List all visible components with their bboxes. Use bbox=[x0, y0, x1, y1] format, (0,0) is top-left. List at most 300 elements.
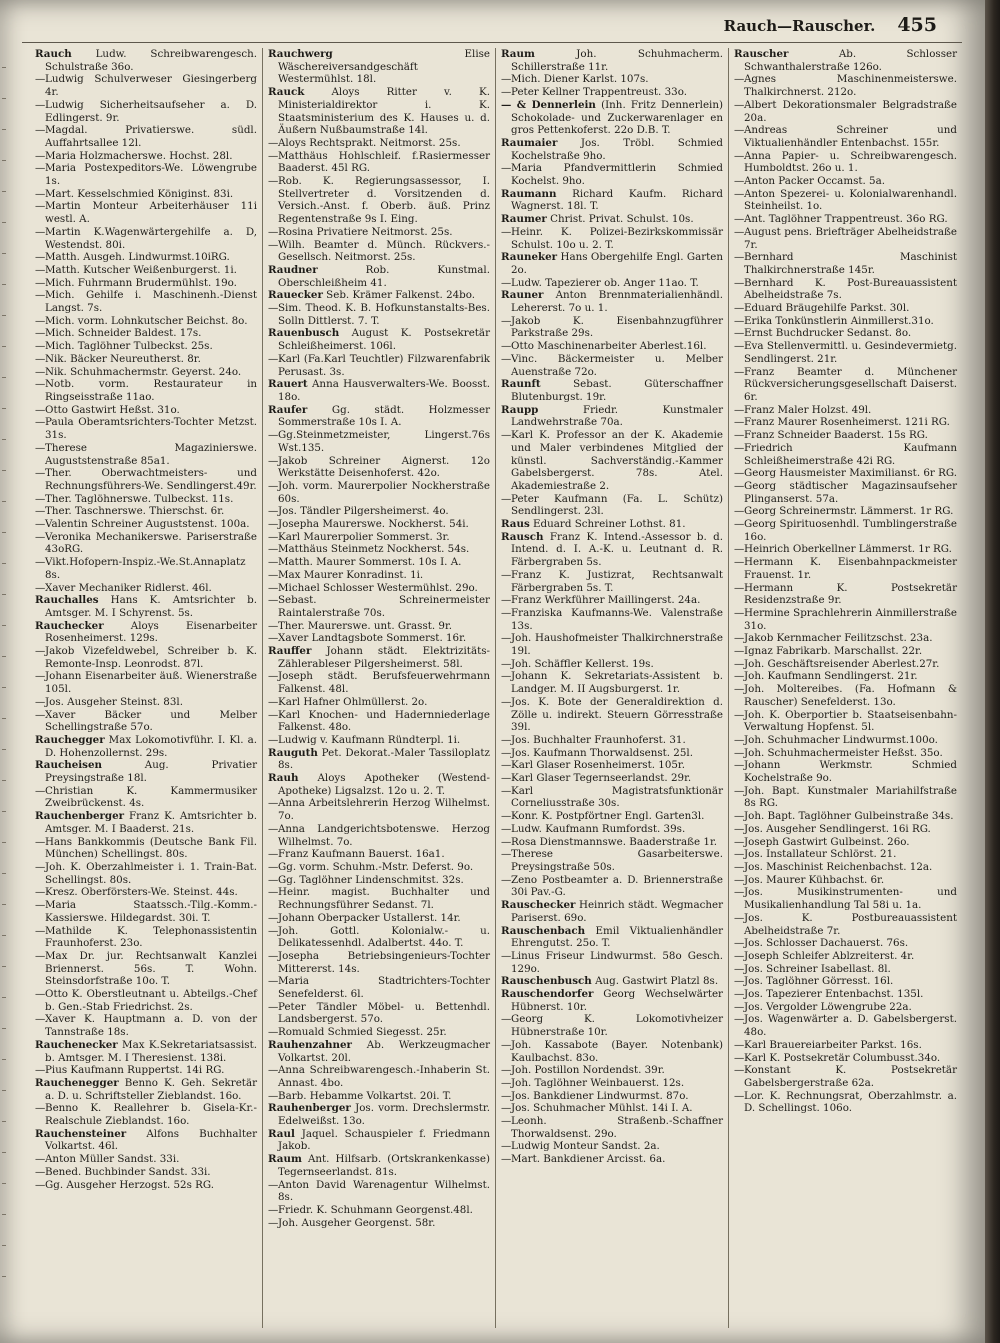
ditto-dash: — bbox=[35, 378, 46, 391]
ditto-dash: — bbox=[268, 543, 279, 556]
directory-entry bbox=[35, 289, 257, 314]
entry-text: Mart. Bankdiener Arcisst. 6a. bbox=[511, 1153, 666, 1166]
entry-text: Joh. Haushofmeister Thalkirchnerstraße 19l. bbox=[511, 632, 723, 658]
ditto-dash: — bbox=[268, 670, 279, 683]
entry-surname: Rauschenbach bbox=[501, 924, 586, 937]
directory-entry bbox=[734, 213, 957, 226]
ditto-dash: — bbox=[734, 1051, 745, 1064]
entry-text: Ther. Taglöhnerswe. Tulbeckst. 11s. bbox=[45, 492, 234, 505]
ditto-dash: — bbox=[734, 327, 745, 340]
directory-entry bbox=[734, 836, 957, 849]
entry-text: Matthäus Hohlschleif. f.Rasiermesser Baaderst. 45l RG. bbox=[278, 149, 490, 175]
entry-surname: Rauchenberger bbox=[35, 810, 125, 823]
entry-text: Otto Gastwirt Heßst. 31o. bbox=[45, 403, 180, 416]
ditto-dash: — bbox=[734, 340, 745, 353]
entry-text: Ludw. Tapezierer ob. Anger 11ao. T. bbox=[511, 276, 699, 289]
entry-text: Joh. Schuhmachermeister Heßst. 35o. bbox=[744, 746, 943, 759]
directory-entry bbox=[501, 823, 723, 836]
entry-text: Anton Brennmaterialienhändl. Lehererst. 7o u. 1. bbox=[511, 289, 723, 315]
ditto-dash: — bbox=[501, 733, 512, 746]
margin-tick bbox=[2, 1183, 6, 1184]
entry-text: Vinc. Bäckermeister u. Melber Auenstraße 72o. bbox=[511, 352, 723, 378]
margin-tick bbox=[2, 470, 6, 471]
entry-text: Sim. Theod. K. B. Hofkunstanstalts-Bes. Solln Dittlerst. 7. T. bbox=[278, 302, 490, 327]
entry-text: Vikt.Hofopern-Inspiz.-We.St.Annaplatz 8s. bbox=[45, 556, 246, 581]
ditto-dash: — bbox=[734, 505, 745, 518]
ditto-dash: — bbox=[501, 1038, 512, 1051]
ditto-dash: — bbox=[501, 657, 512, 670]
entry-text: Mart. Kesselschmied Königinst. 83i. bbox=[45, 187, 234, 200]
entry-text: Ludwig v. Kaufmann Ründterpl. 1i. bbox=[278, 733, 461, 746]
entry-text: Franz Schneider Baaderst. 15s RG. bbox=[744, 429, 928, 442]
ditto-dash: — bbox=[734, 962, 745, 975]
directory-entry bbox=[268, 1026, 490, 1039]
entry-text: Xaver Landtagsbote Sommerst. 16r. bbox=[278, 632, 467, 645]
entry-text: Joh. vorm. Maurerpolier Nockherstraße 60s. bbox=[278, 479, 490, 505]
entry-text: Maria Holzmacherswe. Hochst. 28l. bbox=[45, 149, 233, 162]
ditto-dash: — bbox=[35, 314, 46, 327]
ditto-dash: — bbox=[35, 276, 46, 289]
entry-text: Joh. Bapt. Taglöhner Gulbeinstraße 34s. bbox=[744, 810, 954, 823]
directory-entry bbox=[268, 556, 490, 569]
directory-entry bbox=[35, 785, 257, 810]
entry-surname: Rauschendorfer bbox=[501, 988, 594, 1001]
margin-tick bbox=[2, 315, 6, 316]
ditto-dash: — bbox=[35, 327, 46, 340]
entry-text: Eva Stellenvermittl. u. Gesindevermietg. Sendlingerst. 21r. bbox=[744, 340, 957, 365]
directory-entry bbox=[35, 899, 257, 924]
ditto-dash: — bbox=[268, 695, 279, 708]
ditto-dash: — bbox=[268, 530, 279, 543]
directory-entry bbox=[501, 315, 723, 340]
entry-surname: Rauert bbox=[268, 378, 308, 391]
entry-text: Jakob Kernmacher Feilitzschst. 23a. bbox=[744, 632, 933, 645]
directory-entry bbox=[734, 543, 957, 556]
entry-text: Friedr. K. Schuhmann Georgenst.48l. bbox=[278, 1203, 473, 1216]
entry-text: Andreas Schreiner und Viktualienhändler Entenbachst. 155r. bbox=[744, 124, 957, 149]
margin-tick bbox=[2, 1090, 6, 1091]
ditto-dash: — bbox=[734, 835, 745, 848]
ditto-dash: — bbox=[501, 822, 512, 835]
directory-entry bbox=[734, 366, 957, 404]
entry-surname: Rauchecker bbox=[35, 619, 104, 632]
directory-entry bbox=[734, 963, 957, 976]
entry-text: Anna Hausverwalters-We. Boosst. 18o. bbox=[278, 378, 490, 403]
ditto-dash: — bbox=[501, 810, 512, 823]
entry-text: Jos. Musikinstrumenten- und Musikalienhandlung Tal 58i u. 1a. bbox=[744, 886, 957, 912]
margin-tick bbox=[2, 997, 6, 998]
margin-tick bbox=[2, 191, 6, 192]
entry-text: Franziska Kaufmanns-We. Valenstraße 13s. bbox=[511, 606, 723, 632]
margin-tick bbox=[2, 1214, 6, 1215]
directory-entry bbox=[501, 162, 723, 187]
entry-text: Jos. vorm. Drechslermstr. Edelweißst. 13o. bbox=[278, 1102, 490, 1128]
entry-surname: Raudner bbox=[268, 263, 318, 276]
directory-entry bbox=[734, 823, 957, 836]
directory-entry bbox=[35, 353, 257, 366]
directory-entry bbox=[501, 607, 723, 632]
ditto-dash: — bbox=[734, 911, 745, 924]
ditto-dash: — bbox=[35, 835, 46, 848]
ditto-dash: — bbox=[734, 429, 745, 442]
entry-text: Bernhard K. Post-Bureauassistent Abelheidstraße 7s. bbox=[744, 276, 957, 302]
directory-entry bbox=[35, 226, 257, 251]
entry-text: Ludwig Schulverweser Giesingerberg 4r. bbox=[45, 73, 257, 99]
ditto-dash: — bbox=[35, 861, 46, 873]
directory-entry bbox=[268, 455, 490, 480]
directory-entry bbox=[734, 1001, 957, 1014]
entry-text: Peter Kellner Trappentreust. 33o. bbox=[511, 86, 687, 99]
directory-entry bbox=[734, 1013, 957, 1038]
entry-text: Gg. vorm. Schuhm.-Mstr. Deferst. 9o. bbox=[278, 861, 474, 873]
ditto-dash: — bbox=[35, 200, 46, 213]
entry-text: Jos. Tapezierer Entenbachst. 135l. bbox=[744, 988, 924, 1001]
ditto-dash: — bbox=[734, 861, 745, 873]
ditto-dash: — bbox=[501, 835, 512, 848]
directory-entry bbox=[268, 912, 490, 925]
entry-text: Xaver K. Hauptmann a. D. von der Tannstraße 18s. bbox=[45, 1013, 257, 1039]
directory-entry bbox=[268, 1090, 490, 1103]
ditto-dash: — bbox=[35, 708, 46, 721]
directory-entry bbox=[501, 810, 723, 823]
page-header bbox=[724, 14, 937, 36]
entry-text: Barb. Hebamme Volkartst. 20i. T. bbox=[278, 1089, 452, 1102]
directory-entry bbox=[734, 99, 957, 124]
directory-entry bbox=[501, 1064, 723, 1077]
entry-text: Anton David Warenagentur Wilhelmst. 8s. bbox=[278, 1178, 490, 1204]
entry-text: Georg Wechselwärter Hübnerst. 10r. bbox=[511, 988, 723, 1013]
directory-entry bbox=[268, 264, 490, 289]
ditto-dash: — bbox=[734, 746, 745, 759]
entry-text: Joh. Bapt. Kunstmaler Mariahilfstraße 8s RG. bbox=[744, 784, 957, 810]
entry-text: Gg. städt. Holzmesser Sommerstraße 10s I. A. bbox=[278, 403, 490, 429]
directory-entry bbox=[501, 531, 723, 569]
ditto-dash: — bbox=[35, 467, 46, 480]
ditto-dash: — bbox=[35, 403, 46, 416]
entry-text: Joseph städt. Berufsfeuerwehrmann Falkenst. 48l. bbox=[278, 670, 490, 696]
entry-text: Joseph Gastwirt Gulbeinst. 26o. bbox=[744, 835, 910, 848]
entry-text: Ludwig Sicherheitsaufseher a. D. Edlingerst. 9r. bbox=[45, 98, 257, 124]
entry-surname: Rauchwerg bbox=[268, 48, 333, 60]
directory-entry bbox=[734, 861, 957, 874]
directory-entry bbox=[734, 480, 957, 505]
entry-text: Gg. Ausgeher Herzogst. 52s RG. bbox=[45, 1178, 215, 1191]
directory-entry bbox=[268, 226, 490, 239]
directory-entry bbox=[501, 1039, 723, 1064]
margin-tick bbox=[2, 439, 6, 440]
entry-text: Zeno Postbeamter a. D. Briennerstraße 30i Pav.-G. bbox=[511, 873, 723, 899]
entry-text: Rob. K. Regierungsassessor, I. Stellvertreter d. Vorsitzenden d. Versich.-Anst. f. Oberb. äuß. Prinz Regentenstraße 9s I. Eing. bbox=[278, 175, 490, 226]
entry-text: Mathilde K. Telephonassistentin Fraunhoferst. 23o. bbox=[45, 924, 257, 950]
directory-entry bbox=[268, 975, 490, 1000]
entry-text: Joh. Moltereibes. (Fa. Hofmann & Rauscher) Senefelderst. 13o. bbox=[744, 683, 957, 708]
directory-entry bbox=[734, 315, 957, 328]
ditto-dash: — bbox=[35, 886, 46, 899]
ditto-dash: — bbox=[734, 1089, 745, 1102]
entry-text: Ant. Hilfsarb. (Ortskrankenkasse) Tegernseerlandst. 81s. bbox=[278, 1153, 490, 1178]
ditto-dash: — bbox=[734, 606, 745, 619]
directory-entry bbox=[35, 378, 257, 403]
directory-entry bbox=[268, 594, 490, 619]
running-title: Rauch—Rauscher. bbox=[723, 17, 876, 35]
ditto-dash: — bbox=[501, 568, 512, 581]
entry-text: Otto Maschinenarbeiter Aberlest.16l. bbox=[511, 340, 707, 353]
entry-text: Aloys Apotheker (Westend-Apotheke) Ligsalzst. 12o u. 2. T. bbox=[278, 772, 490, 797]
entry-text: Max Lokomotivführ. I. Kl. a. D. Hohenzollernst. 29s. bbox=[45, 733, 257, 759]
directory-entry bbox=[35, 188, 257, 201]
margin-tick bbox=[2, 594, 6, 595]
ditto-dash: — bbox=[35, 187, 46, 200]
entry-text: Friedrich Kaufmann Schleißheimerstraße 42i RG. bbox=[744, 441, 957, 467]
directory-entry bbox=[268, 797, 490, 822]
ditto-dash: — bbox=[734, 937, 745, 950]
entry-text: Nik. Bäcker Neureutherst. 8r. bbox=[45, 352, 201, 365]
entry-text: Hermann K. Eisenbahnpackmeister Frauenst. 1r. bbox=[744, 556, 957, 581]
directory-entry bbox=[35, 810, 257, 835]
entry-text: Franz K. Amtsrichter b. Amtsger. M. I Baaderst. 21s. bbox=[45, 810, 257, 835]
ditto-dash: — bbox=[734, 708, 745, 721]
ditto-dash: — bbox=[35, 352, 46, 365]
entry-text: Aloys Eisenarbeiter Rosenheimerst. 129s. bbox=[45, 619, 257, 645]
directory-entry bbox=[268, 696, 490, 709]
directory-entry bbox=[268, 531, 490, 544]
directory-entry bbox=[734, 886, 957, 911]
directory-entry bbox=[501, 213, 723, 226]
directory-entry bbox=[501, 696, 723, 734]
directory-entry bbox=[501, 848, 723, 873]
directory-entry bbox=[734, 327, 957, 340]
directory-entry bbox=[501, 670, 723, 695]
ditto-dash: — bbox=[268, 1089, 279, 1102]
directory-entry bbox=[35, 327, 257, 340]
entry-text: Seb. Krämer Falkenst. 24bo. bbox=[326, 289, 476, 302]
directory-entry bbox=[268, 569, 490, 582]
margin-tick bbox=[2, 842, 6, 843]
entry-text: Maria Staatssch.-Tilg.-Komm.-Kassierswe. Hildegardst. 30i. T. bbox=[45, 899, 257, 924]
directory-entry bbox=[35, 1153, 257, 1166]
entry-text: Otto K. Oberstleutnant u. Abteilgs.-Chef b. Gen.-Stab Friedrichst. 2s. bbox=[45, 988, 257, 1013]
directory-entry bbox=[268, 302, 490, 327]
entry-text: Rob. Kunstmal. Oberschleißheim 41. bbox=[278, 263, 490, 289]
directory-entry bbox=[734, 848, 957, 861]
entry-text: Konstant K. Postsekretär Gabelsbergerstraße 62a. bbox=[744, 1064, 957, 1089]
entry-surname: Rauecker bbox=[268, 289, 323, 302]
ditto-dash: — bbox=[734, 213, 745, 226]
ditto-dash: — bbox=[734, 441, 745, 454]
ditto-dash: — bbox=[734, 543, 745, 556]
entry-text: Benno K. Reallehrer b. Gisela-Kr.-Realschule Zieblandst. 16o. bbox=[45, 1102, 257, 1128]
margin-tick bbox=[2, 284, 6, 285]
entry-text: Michael Schlosser Westermühlst. 29o. bbox=[278, 581, 478, 594]
entry-text: Karl K. Professor an der K. Akademie und Maler verbindenes Mitglied der künstl. Sachverständig.-Kammer Gabelsbergerst. 78s. Atel. Akademiestraße 2. bbox=[511, 429, 723, 492]
directory-entry bbox=[501, 86, 723, 99]
entry-text: Franz Werkführer Maillingerst. 24a. bbox=[511, 594, 701, 607]
ditto-dash: — bbox=[268, 949, 279, 962]
directory-entry bbox=[35, 467, 257, 492]
column-1 bbox=[30, 48, 263, 1328]
entry-text: Therese Gasarbeiterswe. Preysingstraße 50s. bbox=[511, 848, 723, 873]
ditto-dash: — bbox=[501, 429, 512, 442]
entry-text: Joh. Postillon Nordendst. 39r. bbox=[511, 1064, 665, 1077]
ditto-dash: — bbox=[35, 98, 46, 111]
entry-text: Maria Stadtrichters-Tochter Senefelderst. 6l. bbox=[278, 975, 490, 1001]
entry-text: Johann Werkmstr. Schmied Kochelstraße 9o. bbox=[744, 759, 957, 785]
directory-entry bbox=[35, 1064, 257, 1077]
margin-tick bbox=[2, 98, 6, 99]
directory-entry bbox=[734, 670, 957, 683]
directory-entry bbox=[501, 48, 723, 73]
entry-text: Jos. Tändler Pilgersheimerst. 4o. bbox=[278, 505, 449, 518]
entry-text: Jos. Taglöhner Görresst. 16l. bbox=[744, 975, 894, 988]
margin-tick bbox=[2, 749, 6, 750]
entry-surname: Rauguth bbox=[268, 746, 318, 759]
entry-text: Jakob Schreiner Aignerst. 12o Werkstätte Deisenhoferst. 42o. bbox=[278, 454, 490, 480]
entry-text: Mich. Schneider Baldest. 17s. bbox=[45, 327, 202, 340]
directory-entry bbox=[35, 1128, 257, 1153]
directory-entry bbox=[734, 1052, 957, 1065]
directory-entry bbox=[734, 747, 957, 760]
directory-entry bbox=[501, 836, 723, 849]
ditto-dash: — bbox=[35, 416, 46, 429]
column-3 bbox=[496, 48, 729, 1328]
entry-text: Matthäus Steinmetz Nockherst. 54s. bbox=[278, 543, 470, 556]
ditto-dash: — bbox=[734, 403, 745, 416]
entry-text: Joh. Taglöhner Weinbauerst. 12s. bbox=[511, 1076, 685, 1089]
directory-entry bbox=[35, 886, 257, 899]
directory-entry bbox=[268, 327, 490, 352]
ditto-dash: — bbox=[268, 302, 279, 315]
column-4 bbox=[729, 48, 962, 1328]
ditto-dash: — bbox=[734, 645, 745, 658]
margin-tick bbox=[2, 1245, 6, 1246]
entry-text: Paula Oberamtsrichters-Tochter Metzst. 31s. bbox=[45, 416, 257, 442]
entry-text: Joh. Ausgeher Georgenst. 58r. bbox=[278, 1216, 436, 1229]
entry-text: Jos. K. Postbureauassistent Abelheidstraße 7r. bbox=[744, 911, 957, 937]
ditto-dash: — bbox=[501, 594, 512, 607]
entry-surname: Rauh bbox=[268, 772, 299, 785]
directory-entry bbox=[734, 404, 957, 417]
directory-entry bbox=[501, 1115, 723, 1140]
directory-entry bbox=[35, 162, 257, 187]
ditto-dash: — bbox=[35, 162, 46, 175]
entry-text: Karl Brauereiarbeiter Parkst. 16s. bbox=[744, 1038, 922, 1051]
ditto-dash: — bbox=[268, 886, 279, 899]
directory-entry bbox=[35, 251, 257, 264]
ditto-dash: — bbox=[501, 492, 512, 505]
directory-entry bbox=[35, 264, 257, 277]
entry-text: Karl Magistratsfunktionär Corneliusstraße 30s. bbox=[511, 784, 723, 810]
directory-entry bbox=[501, 1013, 723, 1038]
ditto-dash: — bbox=[35, 645, 46, 658]
ditto-dash: — bbox=[501, 772, 512, 785]
margin-tick bbox=[2, 873, 6, 874]
ditto-dash: — bbox=[268, 975, 279, 988]
ditto-dash: — bbox=[734, 848, 745, 861]
ditto-dash: — bbox=[268, 352, 279, 365]
ditto-dash: — bbox=[35, 225, 46, 238]
directory-entry bbox=[268, 480, 490, 505]
ditto-dash: — bbox=[35, 949, 46, 962]
ditto-dash: — bbox=[268, 632, 279, 645]
directory-entry bbox=[501, 1090, 723, 1103]
directory-entry bbox=[268, 239, 490, 264]
entry-text: Anna Landgerichtsbotenswe. Herzog Wilhelmst. 7o. bbox=[278, 822, 490, 848]
ditto-dash: — bbox=[268, 479, 279, 492]
directory-entry bbox=[734, 340, 957, 365]
ditto-dash: — bbox=[734, 670, 745, 683]
directory-entry bbox=[734, 277, 957, 302]
directory-entry bbox=[268, 848, 490, 861]
entry-text: Anna Arbeitslehrerin Herzog Wilhelmst. 7o. bbox=[278, 797, 490, 823]
ditto-dash: — bbox=[35, 1102, 46, 1115]
entry-text: Joh. Geschäftsreisender Aberlest.27r. bbox=[744, 657, 940, 670]
ditto-dash: — bbox=[734, 581, 745, 594]
entry-text: Anton Spezerei- u. Kolonialwarenhandl. Steinheilst. 1o. bbox=[744, 187, 957, 213]
directory-entry bbox=[35, 925, 257, 950]
entry-text: Heinrich Oberkellner Lämmerst. 1r RG. bbox=[744, 543, 952, 556]
ditto-dash: — bbox=[35, 289, 46, 302]
ditto-dash: — bbox=[501, 1064, 512, 1077]
directory-entry bbox=[501, 734, 723, 747]
directory-entry bbox=[501, 493, 723, 518]
ditto-dash: — bbox=[35, 899, 46, 912]
entry-text: Ludw. Kaufmann Rumfordst. 39s. bbox=[511, 822, 686, 835]
directory-entry bbox=[501, 340, 723, 353]
ditto-dash: — bbox=[501, 352, 512, 365]
directory-entry bbox=[734, 188, 957, 213]
entry-text: Ther. Maurerswe. unt. Grasst. 9r. bbox=[278, 619, 453, 632]
entry-text: Karl (Fa.Karl Teuchtler) Filzwarenfabrik Perusast. 3s. bbox=[278, 352, 490, 378]
entry-text: Jos. Schuhmacher Mühlst. 14i I. A. bbox=[511, 1102, 693, 1115]
directory-entry bbox=[501, 137, 723, 162]
entry-text: Joh. Kaufmann Sendlingerst. 21r. bbox=[744, 670, 918, 683]
ditto-dash: — bbox=[35, 1178, 46, 1191]
entry-text: Martin Monteur Arbeiterhäuser 11i westl. A. bbox=[45, 200, 257, 226]
entry-surname: Rauschecker bbox=[501, 899, 576, 912]
margin-tick bbox=[2, 780, 6, 781]
directory-entry bbox=[268, 874, 490, 887]
entry-text: Veronika Mechanikerswe. Pariserstraße 43oRG. bbox=[45, 530, 257, 556]
directory-entry bbox=[734, 658, 957, 671]
directory-entry bbox=[501, 404, 723, 429]
entry-text: Jaquel. Schauspieler f. Friedmann Jakob. bbox=[278, 1127, 490, 1153]
entry-surname: Raumann bbox=[501, 187, 557, 200]
ditto-dash: — bbox=[268, 1064, 279, 1077]
ditto-dash: — bbox=[501, 632, 512, 645]
entry-text: Hermann K. Postsekretär Residenzstraße 9r. bbox=[744, 581, 957, 607]
ditto-dash: — bbox=[268, 1216, 279, 1229]
entry-text: August pens. Briefträger Abelheidstraße 7r. bbox=[744, 225, 957, 251]
ditto-dash: — bbox=[501, 73, 512, 86]
ditto-dash: — bbox=[501, 340, 512, 353]
directory-entry bbox=[35, 404, 257, 417]
entry-text: (Inh. Fritz Dennerlein) Schokolade- und Zuckerwarenlager en gros Pettenkoferst. 22o D.B. T. bbox=[511, 98, 723, 137]
directory-entry bbox=[268, 1064, 490, 1089]
ditto-dash: — bbox=[268, 733, 279, 746]
ditto-dash: — bbox=[501, 873, 512, 886]
entry-surname: Rauchenecker bbox=[35, 1038, 118, 1051]
ditto-dash: — bbox=[501, 759, 512, 772]
directory-entry bbox=[35, 1077, 257, 1102]
directory-entry bbox=[35, 988, 257, 1013]
directory-entry bbox=[734, 556, 957, 581]
directory-entry bbox=[734, 416, 957, 429]
ditto-dash: — bbox=[734, 1013, 745, 1026]
margin-tick bbox=[2, 67, 6, 68]
ditto-dash: — bbox=[734, 975, 745, 988]
ditto-dash: — bbox=[734, 1064, 745, 1077]
entry-text: Richard Kaufm. Richard Wagnerst. 18l. T. bbox=[511, 187, 723, 213]
